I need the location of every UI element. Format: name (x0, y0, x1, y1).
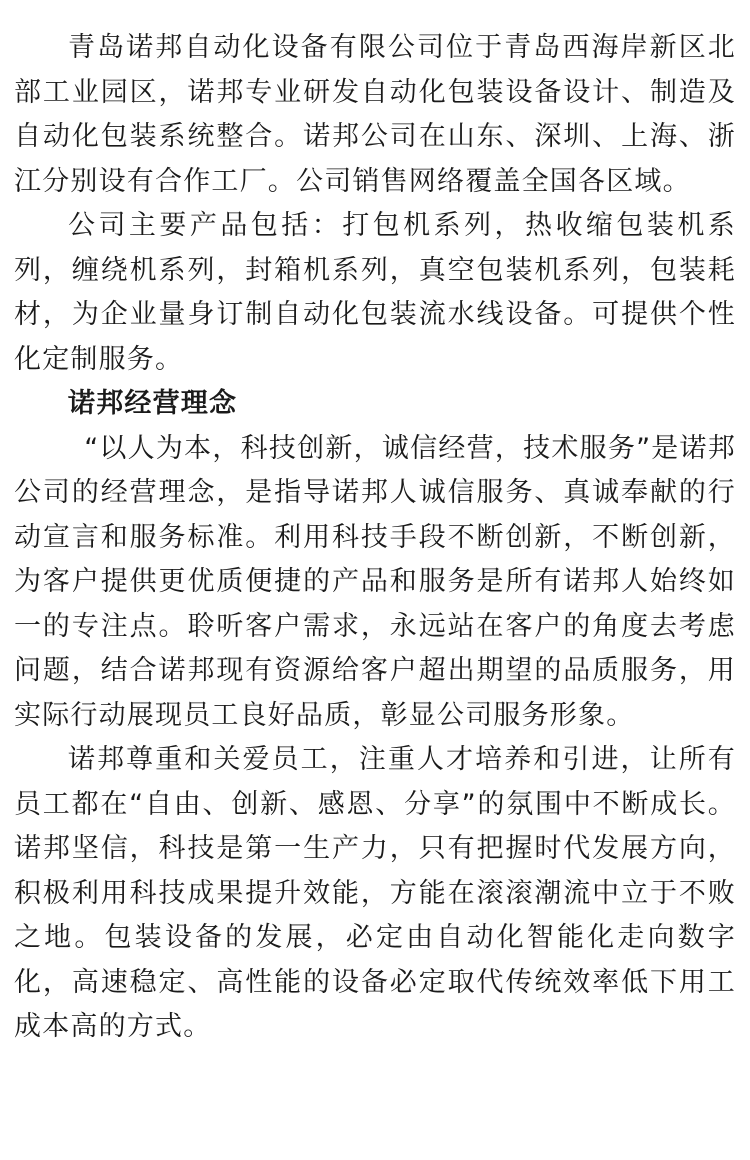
philosophy-heading: 诺邦经营理念 (68, 388, 238, 419)
products-paragraph: 公司主要产品包括：打包机系列，热收缩包装机系列，缠绕机系列，封箱机系列，真空包装机系列，包装耗材，为企业量身订制自动化包装流水线设备。可提供个性化定制服务。 (14, 210, 736, 375)
philosophy-paragraph: “以人为本，科技创新，诚信经营，技术服务”是诺邦公司的经营理念，是指导诺邦人诚信服务、真诚奉献的行动宣言和服务标准。利用科技手段不断创新，不断创新，为客户提供更优质便捷的产品和服务是所有诺邦人始终如一的专注点。聆听客户需求，永远站在客户的角度去考虑问题，结合诺邦现有资源给客户超出期望的品质服务，用实际行动展现员工良好品质，彰显公司服务形象。 (14, 432, 736, 731)
intro-paragraph: 青岛诺邦自动化设备有限公司位于青岛西海岸新区北部工业园区，诺邦专业研发自动化包装设备设计、制造及自动化包装系统整合。诺邦公司在山东、深圳、上海、浙江分别设有合作工厂。公司销售网络覆盖全国各区域。 (14, 32, 736, 197)
article-body (14, 26, 736, 1050)
employees-paragraph: 诺邦尊重和关爱员工，注重人才培养和引进，让所有员工都在“自由、创新、感恩、分享”的氛围中不断成长。诺邦坚信，科技是第一生产力，只有把握时代发展方向，积极利用科技成果提升效能，方能在滚滚潮流中立于不败之地。包装设备的发展，必定由自动化智能化走向数字化，高速稳定、高性能的设备必定取代传统效率低下用工成本高的方式。 (14, 744, 736, 1042)
